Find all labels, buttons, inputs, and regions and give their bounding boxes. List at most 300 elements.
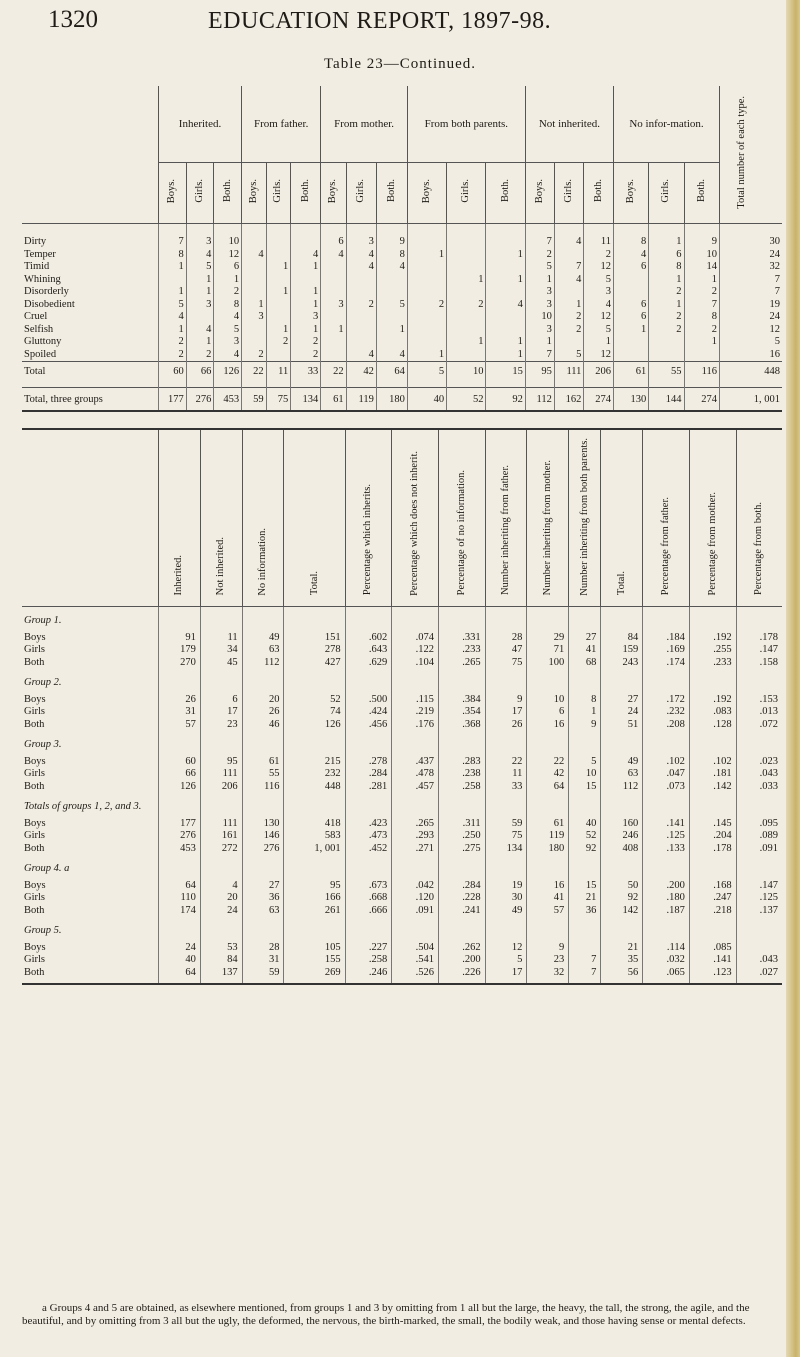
cell: 61 bbox=[527, 814, 569, 831]
cell: 12 bbox=[584, 261, 614, 274]
cell bbox=[321, 349, 346, 362]
cell: 111 bbox=[554, 362, 584, 388]
cell: .541 bbox=[392, 954, 439, 967]
cell: 7 bbox=[720, 274, 783, 287]
group-header: From father. bbox=[242, 86, 321, 163]
row-label: Both bbox=[24, 904, 45, 916]
cell: 22 bbox=[485, 752, 527, 769]
cell: .283 bbox=[438, 752, 485, 769]
row-label: Girls bbox=[24, 644, 45, 655]
cell: 1 bbox=[554, 299, 584, 312]
empty-cell bbox=[643, 793, 690, 814]
column-header-label: Percentage of no information. bbox=[455, 470, 467, 596]
cell: .141 bbox=[689, 954, 736, 967]
cell bbox=[407, 311, 446, 324]
cell: 8 bbox=[214, 299, 242, 312]
row-label: Both bbox=[24, 718, 45, 730]
sub-header bbox=[376, 163, 407, 224]
cell: 9 bbox=[684, 224, 719, 249]
empty-cell bbox=[159, 669, 201, 690]
cell: 8 bbox=[569, 690, 601, 707]
cell: 34 bbox=[200, 644, 242, 657]
empty-cell bbox=[345, 607, 392, 628]
cell: .226 bbox=[438, 967, 485, 985]
cell: .141 bbox=[643, 814, 690, 831]
cell: 5 bbox=[159, 299, 187, 312]
cell: 4 bbox=[242, 249, 267, 262]
cell: .174 bbox=[643, 657, 690, 670]
cell: 1 bbox=[291, 299, 321, 312]
empty-cell bbox=[392, 669, 439, 690]
column-header bbox=[527, 429, 569, 607]
cell: 61 bbox=[321, 387, 346, 411]
cell: 427 bbox=[284, 657, 345, 670]
cell: .102 bbox=[689, 752, 736, 769]
cell: 12 bbox=[584, 311, 614, 324]
column-header-label: Percentage from both. bbox=[753, 502, 765, 596]
cell: 2 bbox=[291, 336, 321, 349]
cell: 1, 001 bbox=[720, 387, 783, 411]
cell: 84 bbox=[601, 628, 643, 645]
column-header-label: No information. bbox=[257, 527, 269, 596]
cell: .673 bbox=[345, 876, 392, 893]
cell: 177 bbox=[159, 387, 187, 411]
cell: 7 bbox=[720, 286, 783, 299]
cell: .123 bbox=[689, 967, 736, 985]
row-label: Total bbox=[22, 362, 159, 388]
data-row bbox=[22, 644, 782, 657]
cell: 75 bbox=[485, 830, 527, 843]
cell: 2 bbox=[649, 324, 684, 337]
cell: 1 bbox=[569, 706, 601, 719]
cell bbox=[684, 349, 719, 362]
empty-cell bbox=[527, 855, 569, 876]
cell: 174 bbox=[159, 905, 201, 918]
cell: 66 bbox=[186, 362, 214, 388]
cell: 142 bbox=[601, 905, 643, 918]
sub-header-label: Both. bbox=[385, 179, 397, 203]
cell: .473 bbox=[345, 830, 392, 843]
sub-header-label: Boys. bbox=[166, 178, 178, 203]
cell: 12 bbox=[584, 349, 614, 362]
cell: .284 bbox=[345, 768, 392, 781]
cell: 2 bbox=[684, 286, 719, 299]
cell: 1 bbox=[584, 336, 614, 349]
cell: 243 bbox=[601, 657, 643, 670]
cell bbox=[346, 311, 376, 324]
empty-cell bbox=[242, 793, 284, 814]
cell: .241 bbox=[438, 905, 485, 918]
cell bbox=[242, 224, 267, 249]
trait-row bbox=[22, 274, 782, 287]
cell bbox=[242, 324, 267, 337]
cell: 45 bbox=[200, 657, 242, 670]
sub-header bbox=[614, 163, 649, 224]
cell: 276 bbox=[242, 843, 284, 856]
empty-cell bbox=[159, 607, 201, 628]
cell: 1 bbox=[614, 324, 649, 337]
cell bbox=[407, 224, 446, 249]
cell: 2 bbox=[242, 349, 267, 362]
cell: .232 bbox=[643, 706, 690, 719]
cell: .629 bbox=[345, 657, 392, 670]
empty-cell bbox=[569, 793, 601, 814]
empty-cell bbox=[601, 793, 643, 814]
total-type-label: Total number of each type. bbox=[736, 96, 747, 209]
empty-cell bbox=[485, 731, 527, 752]
empty-cell bbox=[345, 917, 392, 938]
empty-cell bbox=[284, 731, 345, 752]
cell bbox=[649, 349, 684, 362]
cell: 20 bbox=[200, 892, 242, 905]
cell: 16 bbox=[720, 349, 783, 362]
cell: 26 bbox=[242, 706, 284, 719]
cell: .666 bbox=[345, 905, 392, 918]
cell bbox=[321, 274, 346, 287]
group-header: No infor-mation. bbox=[614, 86, 720, 163]
cell bbox=[614, 286, 649, 299]
cell: 1 bbox=[649, 274, 684, 287]
cell: 5 bbox=[720, 336, 783, 349]
empty-cell bbox=[601, 855, 643, 876]
row-label: Both bbox=[24, 656, 45, 668]
empty-cell bbox=[438, 731, 485, 752]
sub-header-label: Girls. bbox=[460, 178, 472, 203]
cell: 1 bbox=[525, 274, 554, 287]
cell bbox=[346, 274, 376, 287]
cell: 4 bbox=[321, 249, 346, 262]
group-title-row bbox=[22, 731, 782, 752]
cell: 1 bbox=[159, 261, 187, 274]
sub-header-label: Both. bbox=[695, 179, 707, 203]
cell: 8 bbox=[159, 249, 187, 262]
empty-cell bbox=[438, 855, 485, 876]
sub-header bbox=[186, 163, 214, 224]
row-label: Girls bbox=[24, 706, 45, 717]
sub-header-label: Girls. bbox=[272, 178, 284, 203]
data-row bbox=[22, 706, 782, 719]
cell: 42 bbox=[527, 768, 569, 781]
cell: 2 bbox=[159, 349, 187, 362]
cell: 4 bbox=[186, 249, 214, 262]
cell: 24 bbox=[601, 706, 643, 719]
column-header-label: Number inheriting from father. bbox=[500, 465, 511, 596]
cell: 3 bbox=[291, 311, 321, 324]
cell: 1 bbox=[376, 324, 407, 337]
cell bbox=[242, 336, 267, 349]
cell: 1 bbox=[525, 336, 554, 349]
group-title-row bbox=[22, 917, 782, 938]
cell bbox=[242, 261, 267, 274]
cell: 2 bbox=[159, 336, 187, 349]
cell: 36 bbox=[242, 892, 284, 905]
data-row bbox=[22, 628, 782, 645]
cell: 1, 001 bbox=[284, 843, 345, 856]
cell: 4 bbox=[584, 299, 614, 312]
cell: 55 bbox=[242, 768, 284, 781]
cell: 276 bbox=[186, 387, 214, 411]
cell: .246 bbox=[345, 967, 392, 985]
cell: .072 bbox=[736, 719, 782, 732]
column-header bbox=[242, 429, 284, 607]
row-label: Boys bbox=[24, 755, 46, 767]
cell: 60 bbox=[159, 752, 201, 769]
column-header-label: Not inherited. bbox=[215, 537, 227, 596]
cell: .178 bbox=[689, 843, 736, 856]
empty-cell bbox=[736, 731, 782, 752]
cell: 270 bbox=[159, 657, 201, 670]
sub-header-label: Girls. bbox=[355, 178, 367, 203]
empty-cell bbox=[736, 669, 782, 690]
cell: 4 bbox=[554, 274, 584, 287]
cell: 7 bbox=[525, 224, 554, 249]
cell: 2 bbox=[649, 286, 684, 299]
sub-header-label: Both. bbox=[592, 179, 604, 203]
trait-row bbox=[22, 324, 782, 337]
cell: 1 bbox=[486, 274, 525, 287]
cell bbox=[242, 286, 267, 299]
inheritance-by-trait-table bbox=[22, 86, 782, 412]
cell: 180 bbox=[527, 843, 569, 856]
empty-cell bbox=[345, 731, 392, 752]
empty-cell bbox=[689, 917, 736, 938]
cell: 9 bbox=[485, 690, 527, 707]
empty-cell bbox=[438, 917, 485, 938]
group-header: From mother. bbox=[321, 86, 408, 163]
cell: 1 bbox=[159, 324, 187, 337]
cell: 246 bbox=[601, 830, 643, 843]
cell bbox=[321, 261, 346, 274]
cell: 26 bbox=[485, 719, 527, 732]
cell: .169 bbox=[643, 644, 690, 657]
cell: 20 bbox=[242, 690, 284, 707]
cell: 3 bbox=[186, 299, 214, 312]
cell: 6 bbox=[614, 261, 649, 274]
cell: 5 bbox=[584, 274, 614, 287]
cell: 32 bbox=[527, 967, 569, 985]
empty-cell bbox=[601, 607, 643, 628]
cell: 17 bbox=[200, 706, 242, 719]
cell: 144 bbox=[649, 387, 684, 411]
cell: 2 bbox=[584, 249, 614, 262]
cell: 33 bbox=[291, 362, 321, 388]
empty-cell bbox=[159, 917, 201, 938]
cell bbox=[186, 311, 214, 324]
cell: 155 bbox=[284, 954, 345, 967]
cell: 3 bbox=[525, 299, 554, 312]
column-header bbox=[569, 429, 601, 607]
cell: 4 bbox=[486, 299, 525, 312]
cell: .526 bbox=[392, 967, 439, 985]
empty-cell bbox=[200, 917, 242, 938]
cell: 134 bbox=[291, 387, 321, 411]
cell: 1 bbox=[266, 261, 291, 274]
empty-cell bbox=[242, 731, 284, 752]
cell: 9 bbox=[527, 938, 569, 955]
column-header bbox=[485, 429, 527, 607]
cell: .452 bbox=[345, 843, 392, 856]
cell: 2 bbox=[525, 249, 554, 262]
group-title-row bbox=[22, 607, 782, 628]
group-header: Inherited. bbox=[159, 86, 242, 163]
column-header-label: Percentage from mother. bbox=[706, 491, 718, 596]
cell: 6 bbox=[321, 224, 346, 249]
cell: 6 bbox=[649, 249, 684, 262]
cell: 60 bbox=[159, 362, 187, 388]
cell: .255 bbox=[689, 644, 736, 657]
empty-cell bbox=[159, 793, 201, 814]
cell: 9 bbox=[376, 224, 407, 249]
cell: 1 bbox=[486, 349, 525, 362]
cell: .384 bbox=[438, 690, 485, 707]
cell: .153 bbox=[736, 690, 782, 707]
cell: 84 bbox=[200, 954, 242, 967]
column-header-label: Inherited. bbox=[173, 554, 185, 596]
empty-cell bbox=[242, 855, 284, 876]
data-row bbox=[22, 843, 782, 856]
inheritance-percentages-table bbox=[22, 428, 782, 985]
cell bbox=[407, 274, 446, 287]
cell bbox=[486, 286, 525, 299]
empty-cell bbox=[242, 669, 284, 690]
cell: .142 bbox=[689, 781, 736, 794]
empty-cell bbox=[485, 793, 527, 814]
cell: 66 bbox=[159, 768, 201, 781]
cell: 1 bbox=[214, 274, 242, 287]
cell: 1 bbox=[321, 324, 346, 337]
cell: 27 bbox=[242, 876, 284, 893]
cell: 5 bbox=[485, 954, 527, 967]
column-header bbox=[643, 429, 690, 607]
cell: 30 bbox=[720, 224, 783, 249]
cell: 41 bbox=[569, 644, 601, 657]
cell: 16 bbox=[527, 876, 569, 893]
empty-cell bbox=[527, 917, 569, 938]
column-header bbox=[736, 429, 782, 607]
cell: 2 bbox=[684, 324, 719, 337]
empty-cell bbox=[689, 731, 736, 752]
cell: 74 bbox=[284, 706, 345, 719]
cell: 31 bbox=[242, 954, 284, 967]
empty-cell bbox=[485, 917, 527, 938]
cell bbox=[266, 249, 291, 262]
empty-cell bbox=[643, 917, 690, 938]
cell: 2 bbox=[291, 349, 321, 362]
column-header bbox=[200, 429, 242, 607]
empty-cell bbox=[159, 731, 201, 752]
cell: .602 bbox=[345, 628, 392, 645]
cell: 7 bbox=[684, 299, 719, 312]
cell: 10 bbox=[214, 224, 242, 249]
cell: 71 bbox=[527, 644, 569, 657]
empty-cell bbox=[689, 793, 736, 814]
cell: 59 bbox=[485, 814, 527, 831]
cell: .181 bbox=[689, 768, 736, 781]
empty-cell bbox=[392, 607, 439, 628]
cell: 40 bbox=[569, 814, 601, 831]
empty-cell bbox=[159, 855, 201, 876]
row-label: Selfish bbox=[24, 323, 54, 335]
cell: 95 bbox=[525, 362, 554, 388]
cell: 453 bbox=[214, 387, 242, 411]
cell: 52 bbox=[569, 830, 601, 843]
row-label: Boys bbox=[24, 631, 46, 643]
cell: 33 bbox=[485, 781, 527, 794]
cell: 1 bbox=[447, 336, 486, 349]
cell: .091 bbox=[736, 843, 782, 856]
cell bbox=[407, 336, 446, 349]
cell: 64 bbox=[159, 876, 201, 893]
cell: 10 bbox=[525, 311, 554, 324]
table-title: Table 23—Continued. bbox=[323, 56, 477, 72]
cell: 126 bbox=[159, 781, 201, 794]
column-header bbox=[159, 429, 201, 607]
cell: .128 bbox=[689, 719, 736, 732]
cell: 146 bbox=[242, 830, 284, 843]
cell: 159 bbox=[601, 644, 643, 657]
sub-header-label: Girls. bbox=[194, 178, 206, 203]
sub-header-label: Boys. bbox=[421, 178, 433, 203]
cell: 4 bbox=[291, 249, 321, 262]
cell: 23 bbox=[527, 954, 569, 967]
cell: 22 bbox=[527, 752, 569, 769]
cell: 21 bbox=[569, 892, 601, 905]
cell: .643 bbox=[345, 644, 392, 657]
empty-cell bbox=[569, 607, 601, 628]
cell: 6 bbox=[614, 299, 649, 312]
column-header-label: Total. bbox=[615, 571, 627, 596]
empty-cell bbox=[736, 607, 782, 628]
cell: 126 bbox=[284, 719, 345, 732]
empty-cell bbox=[392, 731, 439, 752]
cell: 28 bbox=[242, 938, 284, 955]
data-row bbox=[22, 905, 782, 918]
empty-cell bbox=[736, 793, 782, 814]
data-row bbox=[22, 814, 782, 831]
empty-cell bbox=[485, 855, 527, 876]
footnote: a Groups 4 and 5 are obtained, as elsewhere mentioned, from groups 1 and 3 by omitting from 1 all but the large, the heavy, the tall, the strong, the agile, and the beautiful, and by omitting from 3 all but the ugly, the deformed, the nervous, the birth-marked, the small, the bodily weak, and those having sense or mental defects. bbox=[22, 1302, 750, 1327]
cell: 49 bbox=[601, 752, 643, 769]
cell: .085 bbox=[689, 938, 736, 955]
cell: .187 bbox=[643, 905, 690, 918]
column-header-label: Percentage from father. bbox=[660, 497, 672, 596]
cell: .176 bbox=[392, 719, 439, 732]
column-header bbox=[689, 429, 736, 607]
cell: 52 bbox=[447, 387, 486, 411]
cell: 11 bbox=[584, 224, 614, 249]
cell: 2 bbox=[649, 311, 684, 324]
cell: 11 bbox=[200, 628, 242, 645]
cell bbox=[554, 286, 584, 299]
cell: .147 bbox=[736, 876, 782, 893]
sub-header bbox=[242, 163, 267, 224]
cell: 6 bbox=[614, 311, 649, 324]
empty-cell bbox=[643, 669, 690, 690]
empty-cell bbox=[200, 669, 242, 690]
cell: 2 bbox=[346, 299, 376, 312]
cell: 95 bbox=[284, 876, 345, 893]
sub-header bbox=[266, 163, 291, 224]
cell: .023 bbox=[736, 752, 782, 769]
empty-cell bbox=[200, 855, 242, 876]
cell: 41 bbox=[527, 892, 569, 905]
cell: .184 bbox=[643, 628, 690, 645]
column-header-label: Number inheriting from mother. bbox=[541, 460, 553, 596]
cell: 68 bbox=[569, 657, 601, 670]
row-label: Boys bbox=[24, 693, 46, 705]
cell: 206 bbox=[200, 781, 242, 794]
cell: 448 bbox=[284, 781, 345, 794]
